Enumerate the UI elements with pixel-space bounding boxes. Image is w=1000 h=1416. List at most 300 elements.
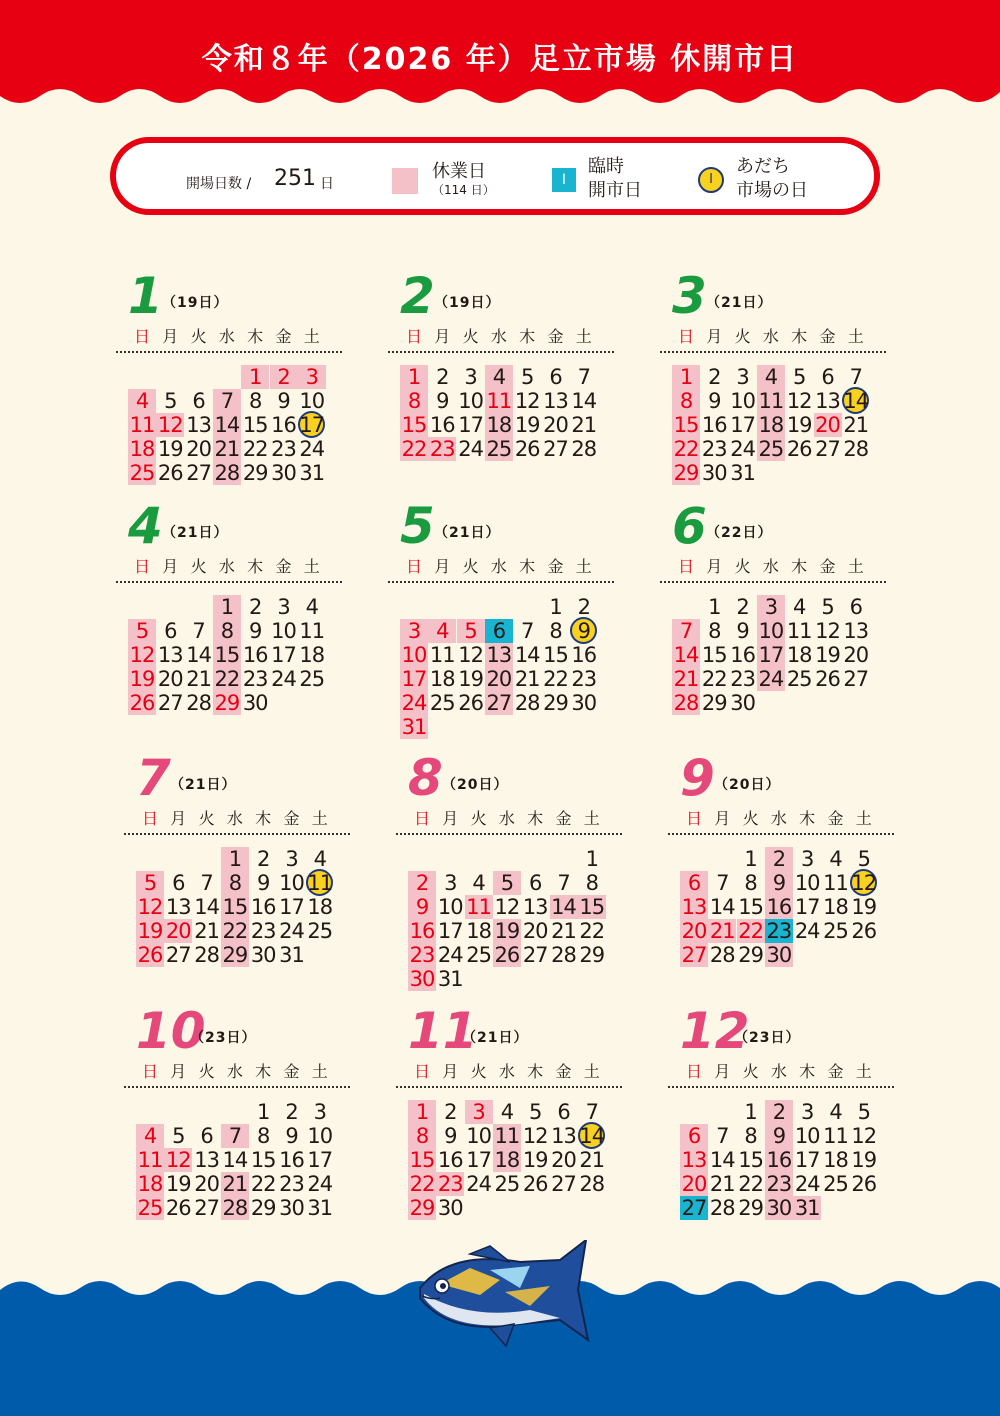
- day-cell: 15: [543, 643, 568, 667]
- day-cell: 8: [549, 619, 562, 643]
- month-open-days: （21日）: [170, 777, 237, 793]
- day-cell: 18: [758, 413, 784, 437]
- day-cell: 1: [408, 1100, 436, 1124]
- day-cell: 31: [299, 461, 325, 485]
- day-cell: 30: [250, 943, 276, 967]
- day-cell: 23: [730, 667, 755, 691]
- day-cell: 29: [738, 1196, 763, 1220]
- day-cell: 11: [429, 643, 455, 667]
- weekday-label: 月: [706, 327, 723, 346]
- day-cell: 11: [307, 871, 333, 895]
- day-cell: 6: [200, 1124, 213, 1148]
- day-cell: 24: [299, 437, 325, 461]
- day-cell: 1: [213, 595, 241, 619]
- dotted-divider: [660, 581, 886, 583]
- day-cell: 18: [494, 1148, 520, 1172]
- day-cell: 26: [165, 1196, 191, 1220]
- weekday-label: 月: [170, 809, 187, 828]
- day-cell: 12: [494, 895, 520, 919]
- day-cell: 12: [137, 895, 163, 919]
- weekday-header: [136, 1059, 376, 1079]
- day-cell: 5: [172, 1124, 185, 1148]
- day-cell: 18: [129, 437, 155, 461]
- day-cell: 21: [709, 919, 735, 943]
- day-cell: 25: [129, 461, 155, 485]
- weekday-label: 日: [405, 557, 422, 576]
- weekday-label: 日: [141, 1062, 158, 1081]
- day-cell: 14: [551, 895, 576, 919]
- weekday-label: 水: [218, 327, 235, 346]
- month-open-days: （21日）: [706, 295, 773, 311]
- month-open-days: （19日）: [162, 295, 229, 311]
- day-cell: 9: [765, 1124, 793, 1148]
- day-cell: 6: [680, 871, 708, 895]
- day-cell: 1: [585, 847, 598, 871]
- day-cell: 4: [485, 365, 513, 389]
- day-cell: 24: [794, 919, 820, 943]
- day-cell: 3: [298, 365, 326, 389]
- day-cell: 26: [815, 667, 840, 691]
- day-cell: 3: [757, 595, 785, 619]
- day-cell: 14: [579, 1124, 605, 1148]
- day-cell: 16: [429, 413, 455, 437]
- weekday-header: [672, 554, 912, 574]
- day-cell: 26: [514, 437, 540, 461]
- day-cell: 25: [307, 919, 333, 943]
- day-cell: 27: [194, 1196, 219, 1220]
- weekday-label: 水: [770, 809, 787, 828]
- day-cell: 26: [851, 1172, 877, 1196]
- day-cell: 10: [279, 871, 304, 895]
- day-cell: 17: [271, 643, 296, 667]
- temp-open-swatch: I: [552, 168, 576, 192]
- day-cell: 30: [279, 1196, 304, 1220]
- day-cell: 24: [758, 667, 784, 691]
- weekday-label: 日: [405, 327, 422, 346]
- day-cell: 16: [437, 1148, 463, 1172]
- day-cell: 7: [521, 619, 534, 643]
- day-cell: 14: [843, 389, 869, 413]
- day-cell: 14: [709, 895, 735, 919]
- month-number: 3: [672, 267, 707, 325]
- weekday-label: 火: [198, 809, 215, 828]
- day-cell: 3: [277, 595, 290, 619]
- day-cell: 3: [285, 847, 298, 871]
- day-cell: 17: [730, 413, 755, 437]
- day-cell: 3: [801, 1100, 814, 1124]
- day-cell: 3: [464, 365, 477, 389]
- month-9: [680, 749, 910, 982]
- day-cell: 27: [157, 691, 183, 715]
- day-cell: 31: [307, 1196, 333, 1220]
- day-cell: 6: [172, 871, 185, 895]
- weekday-label: 金: [275, 557, 292, 576]
- day-cell: 13: [815, 389, 840, 413]
- day-cell: 17: [401, 667, 427, 691]
- weekday-label: 土: [855, 809, 872, 828]
- day-cell: 3: [313, 1100, 326, 1124]
- weekday-label: 土: [303, 557, 320, 576]
- day-cell: 9: [444, 1124, 457, 1148]
- day-cell: 17: [299, 413, 325, 437]
- day-cell: 26: [494, 943, 520, 967]
- weekday-label: 金: [555, 1062, 572, 1081]
- day-cell: 31: [401, 715, 427, 739]
- weekday-label: 火: [462, 557, 479, 576]
- day-cell: 21: [551, 919, 576, 943]
- day-cell: 14: [514, 643, 540, 667]
- day-cell: 15: [579, 895, 605, 919]
- day-cell: 5: [529, 1100, 542, 1124]
- month-6: [672, 497, 902, 730]
- weekday-label: 火: [470, 1062, 487, 1081]
- day-cell: 29: [409, 1196, 435, 1220]
- day-cell: 19: [157, 437, 183, 461]
- day-cell: 8: [585, 871, 598, 895]
- month-open-days: （23日）: [734, 1030, 801, 1046]
- day-cell: 30: [271, 461, 296, 485]
- weekday-label: 水: [762, 557, 779, 576]
- day-cell: 22: [401, 437, 427, 461]
- day-cell: 6: [164, 619, 177, 643]
- month-open-days: （19日）: [434, 295, 501, 311]
- day-cell: 28: [709, 943, 735, 967]
- day-cell: 6: [821, 365, 834, 389]
- day-cell: 9: [436, 389, 449, 413]
- day-cell: 12: [851, 871, 877, 895]
- day-cell: 7: [577, 365, 590, 389]
- day-cell: 16: [766, 1148, 792, 1172]
- day-cell: 5: [164, 389, 177, 413]
- weekday-label: 水: [762, 327, 779, 346]
- day-cell: 2: [708, 365, 721, 389]
- weekday-label: 木: [799, 1062, 816, 1081]
- day-cell: 27: [681, 943, 707, 967]
- day-cell: 5: [128, 619, 156, 643]
- day-cell: 25: [494, 1172, 520, 1196]
- day-cell: 27: [186, 461, 211, 485]
- month-open-days: （22日）: [706, 525, 773, 541]
- day-cell: 1: [241, 365, 269, 389]
- day-cell: 30: [701, 461, 727, 485]
- day-cell: 24: [437, 943, 463, 967]
- weekday-label: 水: [498, 809, 515, 828]
- day-cell: 27: [681, 1196, 707, 1220]
- day-cell: 13: [681, 895, 707, 919]
- weekday-header: [408, 1059, 648, 1079]
- day-cell: 28: [843, 437, 869, 461]
- day-cell: 27: [165, 943, 191, 967]
- weekday-label: 日: [133, 327, 150, 346]
- day-cell: 26: [129, 691, 155, 715]
- day-cell: 14: [709, 1148, 735, 1172]
- day-cell: 7: [200, 871, 213, 895]
- day-cell: 8: [708, 619, 721, 643]
- day-cell: 8: [744, 1124, 757, 1148]
- day-cell: 22: [250, 1172, 276, 1196]
- day-cell: 20: [815, 413, 840, 437]
- day-cell: 14: [186, 643, 211, 667]
- dotted-divider: [396, 833, 622, 835]
- day-cell: 30: [437, 1196, 463, 1220]
- day-cell: 23: [766, 919, 792, 943]
- month-number: 7: [136, 749, 171, 807]
- day-cell: 3: [736, 365, 749, 389]
- weekday-label: 金: [275, 327, 292, 346]
- day-cell: 23: [271, 437, 296, 461]
- day-cell: 6: [192, 389, 205, 413]
- day-cell: 13: [194, 1148, 219, 1172]
- day-cell: 17: [758, 643, 784, 667]
- day-cell: 15: [401, 413, 427, 437]
- month-7: [136, 749, 366, 982]
- day-cell: 19: [494, 919, 520, 943]
- day-cell: 9: [765, 871, 793, 895]
- weekday-header: [128, 554, 368, 574]
- weekday-label: 水: [218, 557, 235, 576]
- day-cell: 12: [157, 413, 183, 437]
- day-cell: 12: [786, 389, 812, 413]
- weekday-label: 火: [462, 327, 479, 346]
- day-cell: 14: [194, 895, 219, 919]
- month-number: 8: [408, 749, 443, 807]
- weekday-label: 月: [434, 557, 451, 576]
- day-cell: 15: [701, 643, 727, 667]
- weekday-label: 火: [742, 1062, 759, 1081]
- day-cell: 4: [829, 847, 842, 871]
- day-cell: 15: [738, 895, 763, 919]
- day-cell: 12: [514, 389, 540, 413]
- day-cell: 9: [736, 619, 749, 643]
- day-cell: 25: [466, 943, 491, 967]
- weekday-label: 木: [247, 327, 264, 346]
- day-cell: 22: [222, 919, 248, 943]
- day-cell: 25: [429, 691, 455, 715]
- day-cell: 6: [529, 871, 542, 895]
- day-cell: 24: [466, 1172, 491, 1196]
- weekday-label: 水: [490, 557, 507, 576]
- day-cell: 2: [436, 365, 449, 389]
- day-cell: 24: [271, 667, 296, 691]
- weekday-header: [680, 806, 920, 826]
- day-cell: 27: [522, 943, 548, 967]
- day-cell: 9: [408, 895, 436, 919]
- day-cell: 13: [486, 643, 512, 667]
- day-cell: 12: [129, 643, 155, 667]
- month-11: [408, 1002, 638, 1235]
- day-cell: 23: [250, 919, 276, 943]
- day-cell: 22: [701, 667, 727, 691]
- day-cell: 31: [794, 1196, 820, 1220]
- day-cell: 23: [571, 667, 597, 691]
- day-cell: 15: [409, 1148, 435, 1172]
- day-cell: 2: [765, 1100, 793, 1124]
- weekday-label: 火: [734, 327, 751, 346]
- weekday-label: 土: [575, 557, 592, 576]
- day-cell: 29: [738, 943, 763, 967]
- day-cell: 4: [500, 1100, 514, 1124]
- weekday-label: 木: [247, 557, 264, 576]
- weekday-label: 火: [190, 327, 207, 346]
- weekday-label: 金: [547, 327, 564, 346]
- day-cell: 29: [673, 461, 699, 485]
- day-cell: 19: [165, 1172, 191, 1196]
- day-cell: 8: [672, 389, 700, 413]
- day-cell: 15: [673, 413, 699, 437]
- day-cell: 6: [485, 619, 513, 643]
- dotted-divider: [396, 1086, 622, 1088]
- day-cell: 22: [673, 437, 699, 461]
- day-cell: 16: [250, 895, 276, 919]
- open-days-unit: 日: [320, 176, 334, 192]
- day-cell: 16: [271, 413, 296, 437]
- day-cell: 9: [708, 389, 721, 413]
- day-cell: 4: [428, 619, 456, 643]
- day-cell: 29: [250, 1196, 276, 1220]
- weekday-label: 土: [303, 327, 320, 346]
- day-cell: 20: [843, 643, 869, 667]
- day-cell: 6: [849, 595, 862, 619]
- day-cell: 5: [521, 365, 534, 389]
- closed-count: （114 日）: [432, 183, 495, 197]
- day-cell: 12: [815, 619, 840, 643]
- day-cell: 25: [486, 437, 512, 461]
- day-cell: 5: [493, 871, 521, 895]
- day-cell: 10: [730, 389, 755, 413]
- day-cell: 2: [736, 595, 749, 619]
- weekday-label: 土: [855, 1062, 872, 1081]
- weekday-label: 火: [190, 557, 207, 576]
- day-cell: 19: [137, 919, 163, 943]
- month-1: [128, 267, 358, 500]
- day-cell: 18: [823, 895, 848, 919]
- day-cell: 30: [409, 967, 435, 991]
- day-cell: 5: [821, 595, 834, 619]
- day-cell: 26: [458, 691, 483, 715]
- day-cell: 21: [673, 667, 699, 691]
- day-cell: 22: [738, 919, 763, 943]
- weekday-label: 土: [847, 327, 864, 346]
- day-cell: 21: [186, 667, 211, 691]
- legend-box: [110, 137, 880, 215]
- weekday-label: 水: [226, 1062, 243, 1081]
- day-cell: 25: [786, 667, 812, 691]
- month-5: [400, 497, 630, 739]
- day-cell: 7: [716, 871, 729, 895]
- dotted-divider: [116, 581, 342, 583]
- day-cell: 23: [429, 437, 455, 461]
- day-cell: 12: [851, 1124, 877, 1148]
- month-12: [680, 1002, 910, 1235]
- day-cell: 20: [681, 1172, 707, 1196]
- weekday-label: 木: [791, 327, 808, 346]
- day-cell: 19: [129, 667, 155, 691]
- day-cell: 6: [680, 1124, 708, 1148]
- day-cell: 8: [257, 1124, 270, 1148]
- day-cell: 30: [571, 691, 597, 715]
- weekday-label: 金: [819, 327, 836, 346]
- open-days-label: 開場日数 /: [186, 176, 252, 192]
- day-cell: 4: [793, 595, 806, 619]
- day-cell: 19: [522, 1148, 548, 1172]
- weekday-label: 金: [555, 809, 572, 828]
- day-cell: 18: [299, 643, 325, 667]
- day-cell: 7: [557, 871, 570, 895]
- weekday-label: 日: [685, 1062, 702, 1081]
- month-number: 9: [680, 749, 715, 807]
- day-cell: 13: [186, 413, 211, 437]
- weekday-label: 日: [413, 809, 430, 828]
- day-cell: 7: [585, 1100, 598, 1124]
- day-cell: 25: [823, 1172, 848, 1196]
- weekday-label: 火: [198, 1062, 215, 1081]
- day-cell: 18: [137, 1172, 163, 1196]
- day-cell: 26: [137, 943, 163, 967]
- day-cell: 9: [249, 619, 262, 643]
- day-cell: 4: [313, 847, 326, 871]
- weekday-label: 日: [413, 1062, 430, 1081]
- day-cell: 2: [285, 1100, 298, 1124]
- month-3: [672, 267, 902, 500]
- day-cell: 27: [543, 437, 568, 461]
- closed-swatch: [392, 168, 418, 194]
- day-cell: 20: [486, 667, 512, 691]
- day-cell: 14: [214, 413, 240, 437]
- day-cell: 12: [458, 643, 483, 667]
- day-cell: 16: [730, 643, 755, 667]
- weekday-label: 金: [819, 557, 836, 576]
- day-cell: 10: [271, 619, 296, 643]
- day-cell: 18: [823, 1148, 848, 1172]
- day-cell: 22: [214, 667, 240, 691]
- day-cell: 9: [285, 1124, 298, 1148]
- day-cell: 10: [437, 895, 463, 919]
- day-cell: 5: [136, 871, 164, 895]
- day-cell: 19: [851, 895, 877, 919]
- weekday-label: 水: [226, 809, 243, 828]
- day-cell: 3: [444, 871, 457, 895]
- weekday-label: 月: [706, 557, 723, 576]
- day-cell: 7: [213, 389, 241, 413]
- day-cell: 1: [672, 365, 700, 389]
- day-cell: 16: [409, 919, 435, 943]
- day-cell: 1: [400, 365, 428, 389]
- day-cell: 30: [242, 691, 268, 715]
- day-cell: 13: [165, 895, 191, 919]
- weekday-label: 月: [434, 327, 451, 346]
- weekday-label: 木: [255, 809, 272, 828]
- weekday-header: [128, 324, 368, 344]
- day-cell: 20: [186, 437, 211, 461]
- day-cell: 21: [843, 413, 869, 437]
- weekday-label: 月: [162, 327, 179, 346]
- day-cell: 14: [571, 389, 597, 413]
- day-cell: 11: [129, 413, 155, 437]
- day-cell: 8: [744, 871, 757, 895]
- dotted-divider: [668, 1086, 894, 1088]
- day-cell: 15: [250, 1148, 276, 1172]
- day-cell: 20: [194, 1172, 219, 1196]
- day-cell: 28: [186, 691, 211, 715]
- weekday-header: [672, 324, 912, 344]
- month-open-days: （21日）: [162, 525, 229, 541]
- day-cell: 24: [307, 1172, 333, 1196]
- day-cell: 7: [192, 619, 205, 643]
- day-cell: 11: [137, 1148, 163, 1172]
- day-cell: 10: [299, 389, 325, 413]
- day-cell: 27: [551, 1172, 576, 1196]
- day-cell: 4: [128, 389, 156, 413]
